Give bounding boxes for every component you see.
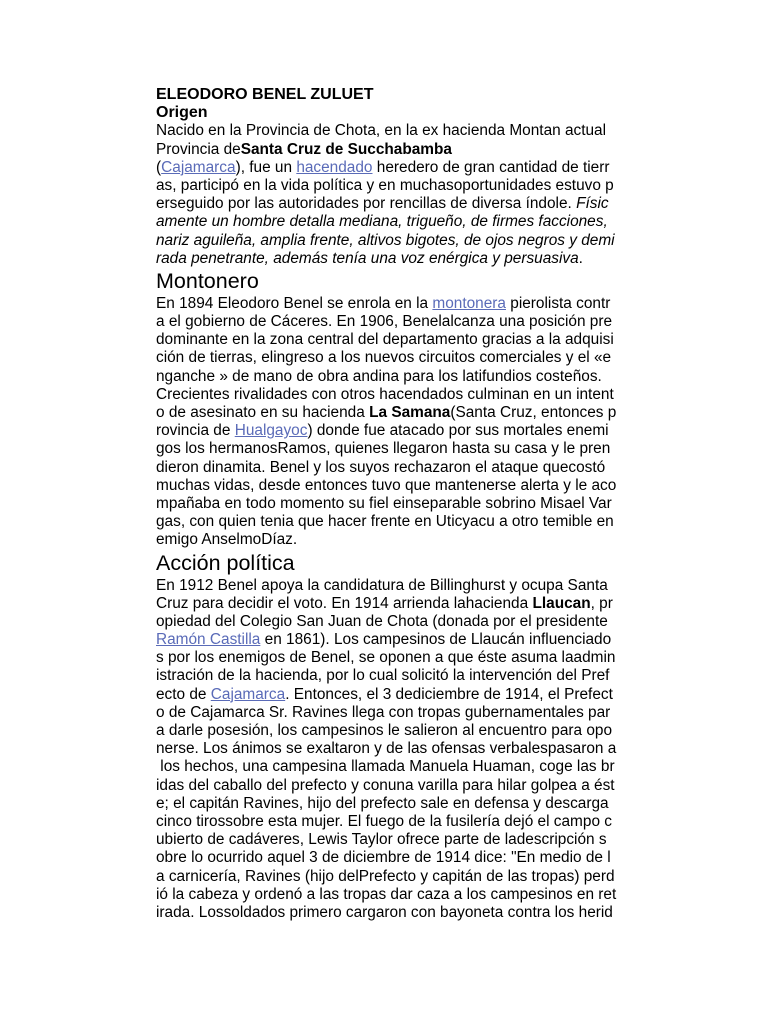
paragraph-line: nerse. Los ánimos se exaltaron y de las ofensas verbalespasaron a	[156, 740, 617, 758]
paragraph-line: ción de tierras, elingreso a los nuevos circuitos comerciales y el «e	[156, 349, 612, 367]
document-page	[156, 86, 660, 922]
paragraph-line: s por los enemigos de Benel, se oponen a que éste asuma laadmin	[156, 649, 616, 667]
section-heading-montonero: Montonero	[156, 268, 259, 293]
paragraph-line: Nacido en la Provincia de Chota, en la ex hacienda Montan actual	[156, 122, 607, 140]
paragraph-line: nariz aguileña, amplia frente, altivos bigotes, de ojos negros y demi	[156, 231, 615, 249]
paragraph-line: rada penetrante, además tenía una voz enérgica y persuasiva.	[156, 249, 583, 267]
paragraph-line: irada. Lossoldados primero cargaron con bayoneta contra los herid	[156, 903, 613, 921]
paragraph-line: Crecientes rivalidades con otros hacendados culminan en un intent	[156, 385, 614, 403]
paragraph-line: gos los hermanosRamos, quienes llegaron hasta su casa y le pren	[156, 440, 611, 458]
link-cajamarca[interactable]: Cajamarca	[210, 685, 286, 703]
paragraph-line: o de asesinato en su hacienda La Samana(Santa Cruz, entonces p	[156, 404, 617, 421]
paragraph-line: e; el capitán Ravines, hijo del prefecto sale en defensa y descarga	[156, 794, 609, 812]
paragraph-line: los hechos, una campesina llamada Manuela Huaman, coge las br	[156, 758, 615, 776]
paragraph-line: ubierto de cadáveres, Lewis Taylor ofrece parte de ladescripción s	[156, 831, 607, 849]
paragraph-line: a el gobierno de Cáceres. En 1906, Benelalcanza una posición pre	[156, 313, 613, 331]
paragraph-line: En 1912 Benel apoya la candidatura de Billinghurst y ocupa Santa	[156, 576, 608, 594]
link-hacendado[interactable]: hacendado	[296, 158, 373, 176]
document-title: ELEODORO BENEL ZULUET	[156, 86, 374, 103]
section-heading-accion-politica: Acción política	[156, 550, 295, 575]
paragraph-line: istración de la hacienda, por lo cual solicitó la intervención del Pref	[156, 667, 610, 685]
place-name: Santa Cruz de Succhabamba	[240, 140, 452, 158]
paragraph-line: (Cajamarca), fue un hacendado heredero de gran cantidad de tierr	[156, 158, 610, 176]
paragraph-line: as, participó en la vida política y en muchasoportunidades estuvo p	[156, 176, 614, 194]
paragraph-line: Provincia deSanta Cruz de Succhabamba	[156, 140, 452, 158]
paragraph-line: mpañaba en todo momento su fiel einseparable sobrino Misael Var	[156, 494, 612, 512]
paragraph-line: amente un hombre detalla mediana, trigueño, de firmes facciones,	[156, 213, 608, 231]
paragraph-line: gas, con quien tenia que hacer frente en Uticyacu a otro temible en	[156, 513, 614, 531]
paragraph-line: emigo AnselmoDíaz.	[156, 531, 298, 549]
paragraph-line: opiedad del Colegio San Juan de Chota (donada por el presidente	[156, 612, 608, 630]
paragraph-line: o de Cajamarca Sr. Ravines llega con tropas gubernamentales par	[156, 703, 611, 721]
link-ramon-castilla[interactable]: Ramón Castilla	[156, 631, 261, 649]
place-name: Llaucan	[532, 594, 591, 612]
paragraph-line: a darle posesión, los campesinos le salieron al encuentro para opo	[156, 722, 613, 739]
paragraph-line: cinco tirossobre esta mujer. El fuego de la fusilería dejó el campo c	[156, 812, 612, 830]
paragraph-line: a carnicería, Ravines (hijo delPrefecto y capitán de las tropas) perd	[156, 867, 615, 885]
paragraph-line: dominante en la zona central del departamento gracias a la adquisi	[156, 331, 614, 349]
paragraph-line: nganche » de mano de obra andina para los latifundios costeños.	[156, 367, 602, 385]
paragraph-line: rovincia de Hualgayoc) donde fue atacado por sus mortales enemi	[156, 422, 609, 440]
paragraph-line: dieron dinamita. Benel y los suyos rechazaron el ataque quecostó	[156, 458, 606, 476]
paragraph-line: muchas vidas, desde entonces tuvo que mantenerse alerta y le aco	[156, 476, 617, 494]
paragraph-line: ecto de Cajamarca. Entonces, el 3 dediciembre de 1914, el Prefect	[156, 685, 613, 703]
paragraph-line: ió la cabeza y ordenó a las tropas dar caza a los campesinos en ret	[156, 885, 617, 903]
paragraph-line: En 1894 Eleodoro Benel se enrola en la montonera pierolista contr	[156, 294, 611, 312]
paragraph-line: Ramón Castilla en 1861). Los campesinos de Llaucán influenciado	[156, 631, 612, 649]
paragraph-line: erseguido por las autoridades por rencillas de diversa índole. Físic	[156, 195, 609, 213]
paragraph-line: obre lo ocurrido aquel 3 de diciembre de 1914 dice: "En medio de l	[156, 849, 611, 867]
place-name: La Samana	[369, 404, 451, 421]
link-montonera[interactable]: montonera	[432, 294, 506, 312]
section-heading-origen: Origen	[156, 104, 208, 122]
paragraph-line: Cruz para decidir el voto. En 1914 arrienda lahacienda Llaucan, pr	[156, 594, 613, 612]
paragraph-line: idas del caballo del prefecto y conuna varilla para hilar golpea a ést	[156, 776, 615, 794]
link-hualgayoc[interactable]: Hualgayoc	[234, 422, 308, 440]
link-cajamarca[interactable]: Cajamarca	[161, 158, 236, 176]
